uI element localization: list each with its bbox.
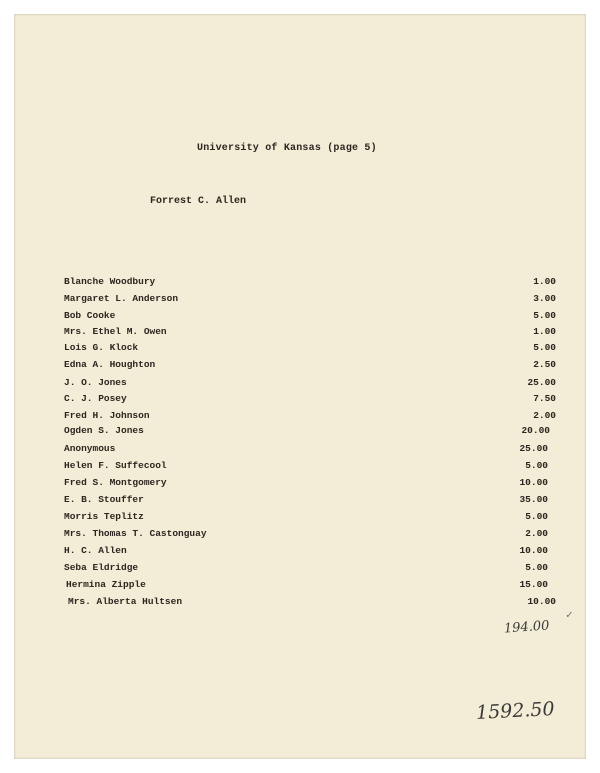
donor-row xyxy=(0,511,600,525)
donor-name: Margaret L. Anderson xyxy=(64,293,179,304)
donor-row xyxy=(0,377,600,391)
donor-row xyxy=(0,393,600,407)
donor-amount: 7.50 xyxy=(533,393,556,404)
donor-row xyxy=(0,342,600,356)
donor-amount: 5.00 xyxy=(525,460,548,471)
donor-row xyxy=(0,293,600,307)
donor-name: E. B. Stouffer xyxy=(64,494,144,505)
handwritten-grand-total: 1592.50 xyxy=(475,697,556,725)
donor-row xyxy=(0,359,600,373)
donor-amount: 1.00 xyxy=(533,276,556,287)
donor-amount: 1.00 xyxy=(533,326,556,337)
donor-row xyxy=(0,410,600,424)
donor-row xyxy=(0,326,600,340)
donor-name: Hermina Zipple xyxy=(66,579,146,590)
donor-amount: 20.00 xyxy=(521,425,550,436)
check-mark-icon: ✓ xyxy=(566,610,573,622)
person-name: Forrest C. Allen xyxy=(150,196,247,207)
donor-row xyxy=(0,596,600,610)
donor-amount: 2.50 xyxy=(533,359,556,370)
donor-name: Morris Teplitz xyxy=(64,511,144,522)
donor-amount: 35.00 xyxy=(519,494,548,505)
donor-row xyxy=(0,562,600,576)
donor-amount: 5.00 xyxy=(533,342,556,353)
donor-row xyxy=(0,528,600,542)
donor-name: Mrs. Thomas T. Castonguay xyxy=(64,528,207,539)
donor-name: Edna A. Houghton xyxy=(64,359,156,370)
donor-amount: 2.00 xyxy=(533,410,556,421)
donor-row xyxy=(0,460,600,474)
donor-amount: 10.00 xyxy=(527,596,556,607)
donor-name: J. O. Jones xyxy=(64,377,127,388)
donor-amount: 15.00 xyxy=(519,579,548,590)
donor-name: Lois G. Klock xyxy=(64,342,139,353)
donor-row xyxy=(0,477,600,491)
donor-name: Mrs. Ethel M. Owen xyxy=(64,326,167,337)
donor-name: Seba Eldridge xyxy=(64,562,139,573)
donor-amount: 10.00 xyxy=(519,545,548,556)
donor-amount: 10.00 xyxy=(519,477,548,488)
donor-amount: 3.00 xyxy=(533,293,556,304)
donor-row xyxy=(0,310,600,324)
donor-name: C. J. Posey xyxy=(64,393,127,404)
donor-name: Mrs. Alberta Hultsen xyxy=(68,596,183,607)
donor-amount: 5.00 xyxy=(533,310,556,321)
donor-row xyxy=(0,579,600,593)
donor-amount: 25.00 xyxy=(519,443,548,454)
donor-amount: 25.00 xyxy=(527,377,556,388)
donor-amount: 2.00 xyxy=(525,528,548,539)
donor-name: Blanche Woodbury xyxy=(64,276,156,287)
page-title: University of Kansas (page 5) xyxy=(197,143,377,154)
donor-row xyxy=(0,494,600,508)
donor-row xyxy=(0,443,600,457)
donor-name: Helen F. Suffecool xyxy=(64,460,167,471)
donor-name: H. C. Allen xyxy=(64,545,127,556)
donor-name: Ogden S. Jones xyxy=(64,425,144,436)
donor-name: Fred H. Johnson xyxy=(64,410,150,421)
donor-name: Fred S. Montgomery xyxy=(64,477,167,488)
donor-row xyxy=(0,425,600,439)
handwritten-subtotal: 194.00 xyxy=(503,618,550,637)
donor-name: Anonymous xyxy=(64,443,116,454)
donor-row xyxy=(0,545,600,559)
donor-amount: 5.00 xyxy=(525,511,548,522)
donor-row xyxy=(0,276,600,290)
donor-amount: 5.00 xyxy=(525,562,548,573)
donor-name: Bob Cooke xyxy=(64,310,116,321)
